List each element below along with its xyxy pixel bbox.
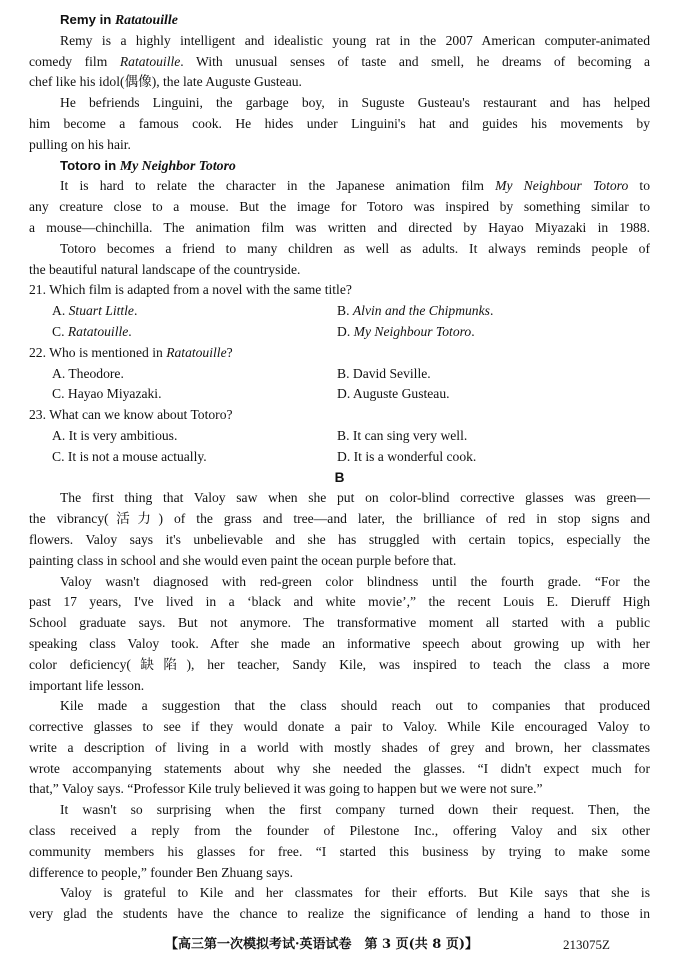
text-line: School graduate says. But not anymore. The transformative moment all started with a public	[29, 615, 650, 631]
section-title-remy: Remy in Ratatouille	[60, 12, 178, 27]
footer-title: 【高三第一次模拟考试·英语试卷 第 3 页(共 8 页)】	[165, 937, 479, 952]
text-line: Totoro becomes a friend to many children as well as adults. It always reminds people of	[60, 240, 650, 256]
question-21-stem: 21. Which film is adapted from a novel with the same title?	[29, 282, 352, 298]
text-line: Remy is a highly intelligent and idealistic young rat in the 2007 American computer-animated	[60, 32, 650, 48]
text-line: Valoy wasn't diagnosed with red-green color blindness until the fourth grade. “For the	[60, 573, 650, 589]
passage-b-paragraph	[29, 572, 650, 697]
option-23-b[interactable]: B. It can sing very well.	[337, 427, 468, 443]
text-line: color deficiency(缺陷), her teacher, Sandy Kile, was inspired to teach the class a more	[29, 656, 650, 672]
question-22-options-row	[29, 384, 650, 405]
text-line: past 17 years, I've lived in a ‘black and white movie’,” the recent Louis E. Dieruff High	[29, 594, 650, 610]
option-22-a[interactable]: A. Theodore.	[52, 365, 124, 381]
passage-b-paragraph	[29, 696, 650, 800]
paper-code: 213075Z	[563, 937, 610, 952]
exam-page	[29, 10, 650, 925]
question-21-options-row	[29, 322, 650, 343]
option-22-d[interactable]: D. Auguste Gusteau.	[337, 386, 450, 402]
option-21-d[interactable]: D. My Neighbour Totoro.	[337, 323, 475, 339]
option-22-c[interactable]: C. Hayao Miyazaki.	[52, 386, 162, 402]
text-line: It wasn't so surprising when the first company turned down their request. Then, the	[60, 802, 650, 818]
passage-b-label: B	[334, 469, 345, 485]
text-line: It is hard to relate the character in the Japanese animation film My Neighbour Totoro to	[60, 178, 650, 194]
text-line: difference to people,” founder Ben Zhuang says.	[29, 864, 293, 880]
passage-b-paragraph	[29, 883, 650, 925]
text-line: the vibrancy(活力) of the grass and tree—and later, the brilliance of red in stop signs and	[29, 511, 650, 527]
option-23-a[interactable]: A. It is very ambitious.	[52, 427, 178, 443]
text-line: pulling on his hair.	[29, 136, 131, 152]
text-line: comedy film Ratatouille. With unusual senses of taste and smell, he dreams of becoming a	[29, 53, 650, 69]
text-line: Valoy is grateful to Kile and her classmates for their efforts. But Kile says that she is	[60, 885, 650, 901]
section-title-totoro: Totoro in My Neighbor Totoro	[60, 157, 236, 173]
text-line: flowers. Valoy says it's unbelievable and she has struggled with certain topics, especially the	[29, 531, 650, 547]
page-footer	[0, 935, 677, 955]
question-23-options-row	[29, 426, 650, 447]
question-21-options-row	[29, 301, 650, 322]
question-23-options-row	[29, 447, 650, 468]
text-line: him become a famous cook. He hides under Linguini's hat and guides his movements by	[29, 115, 650, 131]
text-line: a mouse—chinchilla. The animation film was written and directed by Hayao Miyazaki in 1988.	[29, 219, 650, 235]
text-line: wrote accompanying statements about why she needed the glasses. “I didn't expect much for	[29, 760, 650, 776]
option-21-a[interactable]: A. Stuart Little.	[52, 303, 138, 319]
option-22-b[interactable]: B. David Seville.	[337, 365, 431, 381]
text-line: painting class in school and she would even paint the ocean purple before that.	[29, 552, 457, 568]
option-21-c[interactable]: C. Ratatouille.	[52, 323, 132, 339]
passage-b-paragraph	[29, 488, 650, 571]
text-line: class received a reply from the founder of Pilestone Inc., offering Valoy and six other	[29, 823, 650, 839]
passage-b-paragraph	[29, 800, 650, 883]
text-line: community members his glasses for free. “I started this business by trying to make some	[29, 843, 650, 859]
text-line: any creature close to a mouse. But the image for Totoro was inspired by something similar to	[29, 199, 650, 215]
question-22-stem: 22. Who is mentioned in Ratatouille?	[29, 344, 233, 360]
text-line: The first thing that Valoy saw when she put on color-blind corrective glasses was green—	[60, 490, 650, 506]
question-22-options-row	[29, 364, 650, 385]
text-line: write a description of living in a world with mostly shades of grey and brown, her classmates	[29, 739, 650, 755]
text-line: Kile made a suggestion that the class should reach out to companies that produced	[60, 698, 650, 714]
text-line: that,” Valoy says. “Professor Kile truly believed it was going to happen but we were not sure.”	[29, 781, 543, 797]
question-23-stem: 23. What can we know about Totoro?	[29, 407, 233, 423]
text-line: important life lesson.	[29, 677, 145, 693]
option-21-b[interactable]: B. Alvin and the Chipmunks.	[337, 303, 494, 319]
option-23-c[interactable]: C. It is not a mouse actually.	[52, 448, 207, 464]
text-line: chef like his idol(偶像), the late Auguste Gusteau.	[29, 74, 302, 90]
text-line: the beautiful natural landscape of the countryside.	[29, 261, 301, 277]
text-line: speaking class Valoy took. After she made an informative speech about growing up with her	[29, 635, 650, 651]
text-line: He befriends Linguini, the garbage boy, in Suguste Gusteau's restaurant and has helped	[60, 95, 650, 111]
option-23-d[interactable]: D. It is a wonderful cook.	[337, 448, 477, 464]
text-line: very glad the students have the chance to realize the significance of lending a hand to those in	[29, 906, 650, 922]
text-line: corrective glasses to see if they would donate a pair to Valoy. While Kile encouraged Valoy to	[29, 719, 650, 735]
